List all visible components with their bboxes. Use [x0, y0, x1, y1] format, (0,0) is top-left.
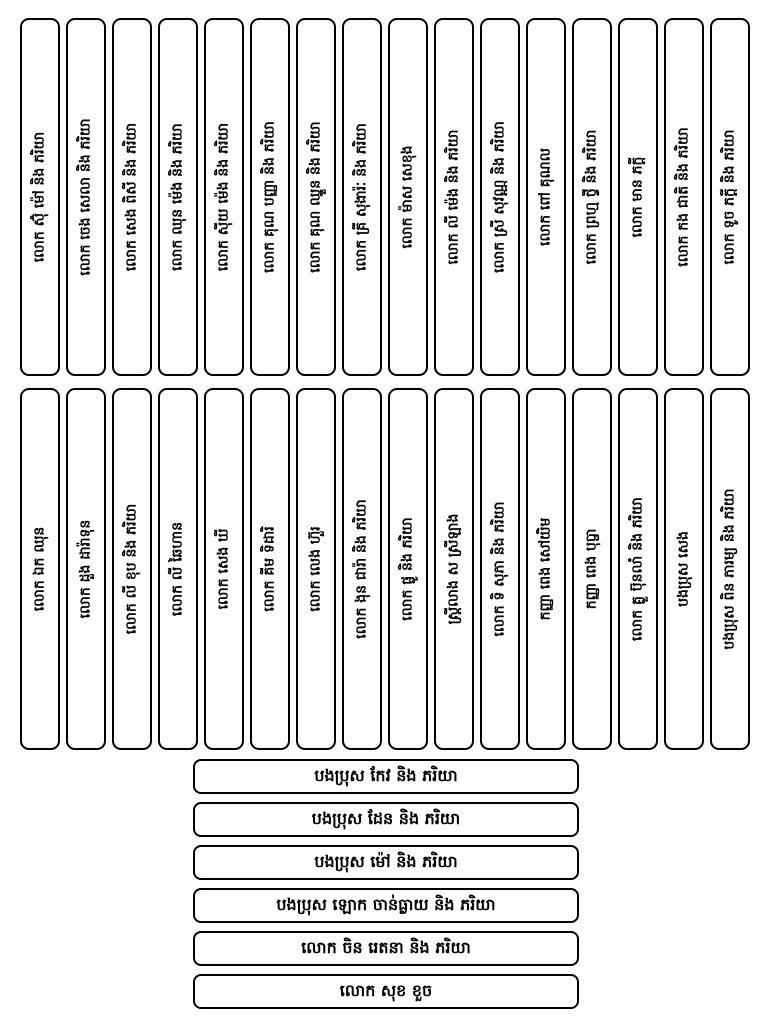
name-card [66, 388, 106, 750]
name-card [572, 388, 612, 750]
name-card [480, 18, 520, 376]
name-card [193, 974, 579, 1009]
name-card-label: លោក គ្លួ ប៊ុនលាំ និង ភរិយា [629, 497, 646, 641]
name-card [296, 18, 336, 376]
name-card [618, 18, 658, 376]
name-card-label: កញ្ញា ពេង សៅយិម [537, 517, 554, 621]
name-card [664, 388, 704, 750]
name-card-label: លោក ឈុន ម៉េង និង ភរិយា [169, 123, 186, 271]
name-card [480, 388, 520, 750]
name-card-label: បងប្រុស សេង [675, 531, 692, 607]
name-card-label: លោក មាន ភក្តី [629, 156, 646, 238]
name-card-label: លោក លី ខុប និង ភរិយា [123, 503, 140, 635]
name-card-label: លោក ឯក ឈុន [31, 526, 48, 612]
name-card [434, 388, 474, 750]
name-card [204, 18, 244, 376]
name-card [388, 18, 428, 376]
name-card-label: លោក ស៊ីយ ម៉េង និង ភរិយា [215, 122, 232, 272]
name-card-label: លោក គីម ទិដារិ [261, 526, 278, 612]
name-card-label: លោក ផ្លូ និង ភរិយា [399, 517, 416, 621]
name-card [250, 18, 290, 376]
name-card-label: លោក ទិ សុភា និង ភរិយា [491, 501, 508, 637]
bottom-name-cards [193, 759, 579, 1009]
name-card-label: លោក គ្រី សុងារ៉ៈ និង ភរិយា [353, 123, 370, 271]
name-card-label: លោក ងុន ជារ៉ា និង ភរិយា [353, 499, 370, 639]
name-card [193, 802, 579, 837]
name-card-label: លោក ស៊ុំ ម៉ៅ និង ភរិយា [31, 131, 48, 263]
name-card-label: លោក គុណ ឈ្នួន និង ភរិយា [307, 121, 324, 273]
name-card [572, 18, 612, 376]
name-card [342, 388, 382, 750]
name-card-label: លោក កង ជាតិ និង ភរិយា [675, 127, 692, 267]
name-card-label: លោក លេង ហ៊ួរ [307, 526, 324, 612]
name-card-label: បងប្រុស កែវ និង ភរិយា [314, 765, 458, 785]
name-card [158, 18, 198, 376]
name-card-label: លោក ទូច ភក្តី និង ភរិយា [721, 129, 738, 265]
name-card [526, 18, 566, 376]
top-name-cards [20, 18, 750, 376]
name-card-label: ស្ត្រីលាង ស ស្រីឡាង [445, 513, 462, 625]
name-card-label: លោក លី ម៉េង និង ភរិយា [445, 129, 462, 265]
name-card [193, 931, 579, 966]
name-card [193, 845, 579, 880]
name-card-label: លោក លី ឆៃហាន [169, 521, 186, 617]
name-card-label: លោក ពៅ គុណល [537, 148, 554, 246]
name-card-label: បងប្រុស ដែន និង ភរិយា [311, 808, 461, 828]
name-card [250, 388, 290, 750]
name-card-label: បងប្រុស ឡោក ចាន់ធ្លាយ និង ភរិយា [276, 894, 496, 914]
name-card [342, 18, 382, 376]
name-card [112, 388, 152, 750]
name-card [112, 18, 152, 376]
name-card-label: លោក ព្រហ្ម ថ្វី និង ភរិយា [583, 129, 600, 265]
name-card [158, 388, 198, 750]
name-card [20, 18, 60, 376]
middle-name-cards [20, 388, 750, 750]
name-card-label: លោក ម៉ាស សេខុង [399, 145, 416, 249]
name-card-label: លោក ចិន រេតនា និង ភរិយា [301, 937, 471, 957]
name-card-label: លោក គុណ បញ្ញា និង ភរិយា [261, 121, 278, 273]
name-card [434, 18, 474, 376]
name-card-label: លោក សេង ឃី [215, 528, 232, 610]
name-card-label: លោក ស្រី សុវណ្ណ និង ភរិយា [491, 121, 508, 273]
name-card [193, 759, 579, 794]
name-card [388, 388, 428, 750]
name-card-label: លោក ដួង ដារ៉ាទុន [77, 519, 94, 619]
name-card-label: លោក សុខ ខួច [339, 980, 433, 1000]
name-card [204, 388, 244, 750]
name-card [710, 388, 750, 750]
name-card [526, 388, 566, 750]
name-card [20, 388, 60, 750]
name-card [66, 18, 106, 376]
name-card [296, 388, 336, 750]
name-card-label: បងប្រុស ពិន ភារម្យ និង ភរិយា [721, 488, 738, 650]
name-card [710, 18, 750, 376]
name-card [193, 888, 579, 923]
name-card [664, 18, 704, 376]
name-card-label: បងប្រុស ម៉ៅ និង ភរិយា [314, 851, 458, 871]
name-card [618, 388, 658, 750]
name-card-label: កញ្ញា ពេង បុប្ផា [583, 528, 600, 610]
name-card-label: លោក ចេង សេលា និង ភរិយា [77, 118, 94, 276]
name-card-label: លោក សេង ពិសី និង ភរិយា [123, 122, 140, 272]
